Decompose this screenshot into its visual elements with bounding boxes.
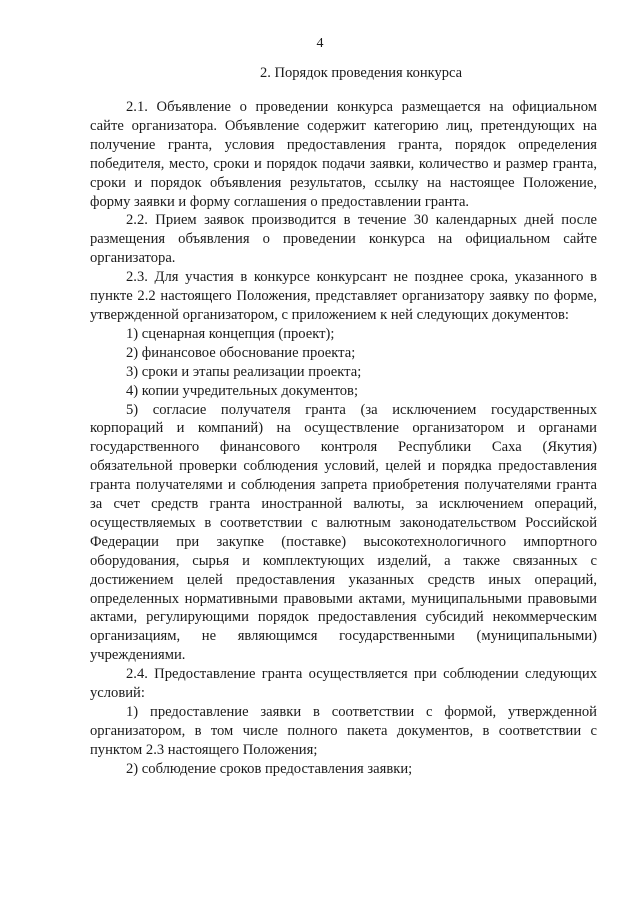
condition-item-2: 2) соблюдение сроков предоставления заявки; bbox=[126, 760, 413, 777]
paragraph-2-3: 2.3. Для участия в конкурсе конкурсант не позднее срока, указанного в пункте 2.2 настоящего Положения, представляет организатору заявку по форме, утвержденной организатором, с приложением к ней следующих документов: bbox=[90, 269, 597, 323]
list-item-4: 4) копии учредительных документов; bbox=[126, 382, 358, 399]
section-title: 2. Порядок проведения конкурса bbox=[259, 65, 463, 81]
page-number: 4 bbox=[316, 36, 324, 51]
list-item-1: 1) сценарная концепция (проект); bbox=[126, 325, 335, 342]
condition-item-1: 1) предоставление заявки в соответствии с формой, утвержденной организатором, в том числе полного пакета документов, в соответствии с пунктом 2.3 настоящего Положения; bbox=[90, 704, 597, 758]
list-item-2: 2) финансовое обоснование проекта; bbox=[126, 344, 356, 361]
list-item-5: 5) согласие получателя гранта (за исключением государственных корпораций и компаний) на осуществление организатором и органами государственного финансового контроля Республики Саха (Якутия) обязательной проверки соблюдения условий, целей и порядка предоставления гранта получателями и соблюдения запрета приобретения получателями гранта за счет средств гранта иностранной валюты, за исключением операций, осуществляемых в соответствии с валютным законодательством Российской Федерации при закупке (поставке) высокотехнологичного импортного оборудования, сырья и комплектующих изделий, а также связанных с достижением целей предоставления указанных средств иных операций, определенных нормативными правовыми актами, муниципальными правовыми актами, регулирующими порядок предоставления субсидий некоммерческим организациям, не являющимся государственными (муниципальными) учреждениями. bbox=[90, 401, 597, 664]
list-item-3: 3) сроки и этапы реализации проекта; bbox=[126, 363, 362, 380]
paragraph-2-2: 2.2. Прием заявок производится в течение 30 календарных дней после размещения объявления о проведении конкурса на официальном сайте организатора. bbox=[90, 212, 597, 267]
paragraph-2-4: 2.4. Предоставление гранта осуществляется при соблюдении следующих условий: bbox=[90, 666, 597, 702]
paragraph-2-1: 2.1. Объявление о проведении конкурса размещается на официальном сайте организатора. Объявление содержит категорию лиц, претендующих на получение гранта, условия предоставления гранта, порядок определения победителя, место, сроки и порядок подачи заявки, количество и размер гранта, сроки и порядок объявления результатов, ссылку на настоящее Положение, форму заявки и форму соглашения о предоставлении гранта. bbox=[90, 99, 597, 210]
document-body bbox=[90, 98, 597, 779]
